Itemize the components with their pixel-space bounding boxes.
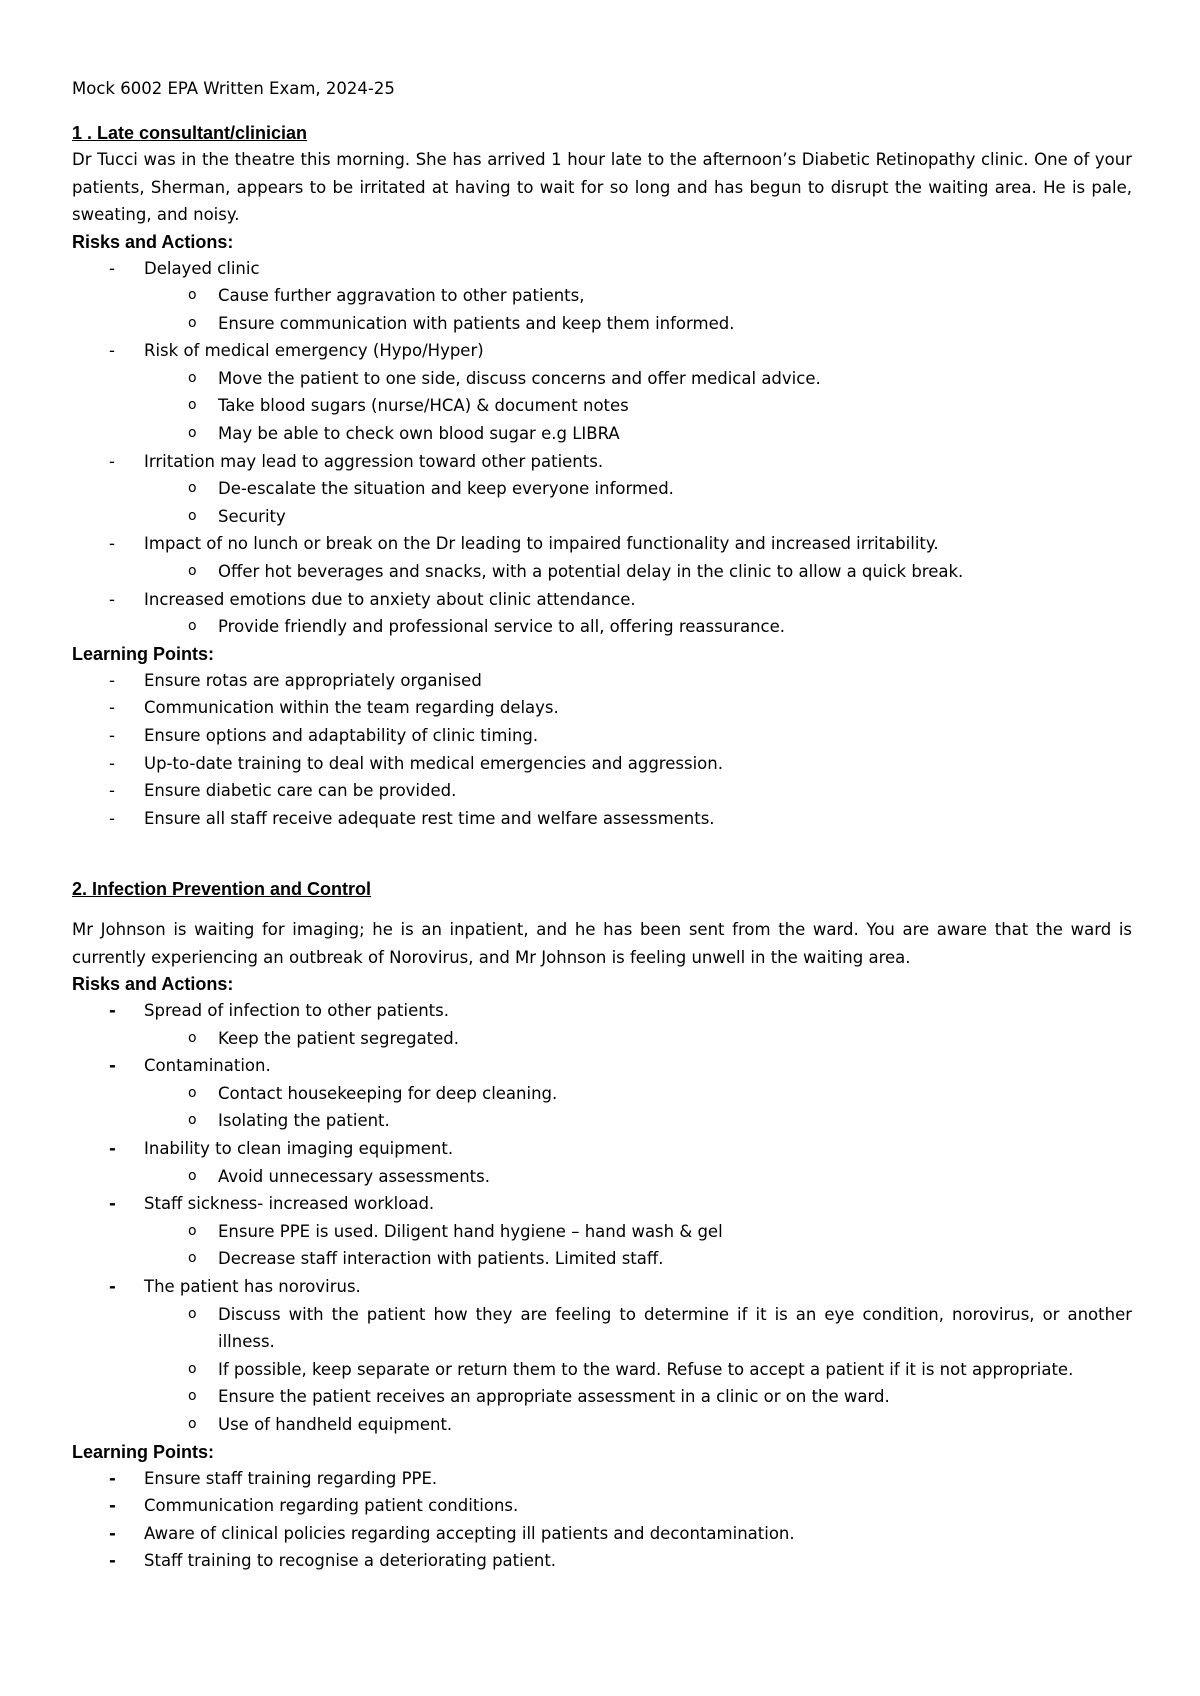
dash-marker: - [109,670,115,690]
actions-list [144,1218,1132,1273]
learning-item [72,750,1132,778]
risk-text: Impact of no lunch or break on the Dr leading to impaired functionality and increased irritability. [144,534,939,554]
dash-marker: - [109,1001,116,1020]
risk-item [72,530,1132,585]
actions-list [144,282,1132,337]
action-item [72,420,1132,448]
learning-heading: Learning Points: [72,643,215,664]
learning-item [72,1465,1132,1493]
risk-text: Staff sickness- increased workload. [144,1194,435,1214]
circle-bullet-icon: o [188,397,197,414]
dash-marker: - [109,341,115,361]
circle-bullet-icon: o [188,1084,197,1101]
circle-bullet-icon: o [188,1222,197,1239]
action-item [72,1080,1132,1108]
risk-item [72,1052,1132,1135]
dash-marker: - [109,808,115,828]
circle-bullet-icon: o [188,480,197,497]
risk-text: Contamination. [144,1056,271,1076]
circle-bullet-icon: o [188,287,197,304]
learning-heading: Learning Points: [72,1441,215,1462]
learning-item [72,1520,1132,1548]
action-item [72,282,1132,310]
risk-item [72,1190,1132,1273]
dash-marker: - [109,258,115,278]
dash-marker: - [109,726,115,745]
learning-text: Up-to-date training to deal with medical emergencies and aggression. [144,753,723,773]
learning-item [72,694,1132,722]
actions-list [144,1025,1132,1053]
circle-bullet-icon: o [188,1250,197,1267]
action-text: Keep the patient segregated. [218,1028,460,1048]
learning-text: Aware of clinical policies regarding accepting ill patients and decontamination. [144,1523,795,1543]
action-item [72,1383,1132,1411]
circle-bullet-icon: o [188,1388,197,1405]
learning-text: Ensure options and adaptability of clinic timing. [144,726,539,745]
circle-bullet-icon: o [188,507,197,524]
action-text: Ensure PPE is used. Diligent hand hygiene – hand wash & gel [218,1221,723,1241]
risk-text: Spread of infection to other patients. [144,1001,449,1020]
dash-marker: - [109,1468,116,1488]
risk-item [72,448,1132,531]
risks-list [72,997,1132,1439]
actions-list [144,558,1132,586]
action-text: Use of handheld equipment. [218,1414,453,1434]
action-item [72,1025,1132,1053]
risk-text: Risk of medical emergency (Hypo/Hyper) [144,341,484,361]
learning-list [72,667,1132,833]
learning-text: Communication within the team regarding delays. [144,698,559,718]
intro-paragraph: Dr Tucci was in the theatre this morning. She has arrived 1 hour late to the afternoon’s Diabetic Retinopathy clinic. One of your patients, Sherman, appears to be irritated at having to wait for so long and has begun to disrupt the waiting area. He is pale, sweating, and noisy. [72,150,1132,224]
learning-list [72,1465,1132,1575]
action-item [72,1301,1132,1356]
learning-text: Ensure all staff receive adequate rest time and welfare assessments. [144,808,715,828]
circle-bullet-icon: o [188,1167,197,1184]
action-text: Provide friendly and professional service to all, offering reassurance. [218,617,785,637]
dash-marker: - [109,1056,116,1076]
dash-marker: - [109,698,115,718]
action-text: Move the patient to one side, discuss concerns and offer medical advice. [218,368,821,388]
actions-list [144,613,1132,641]
action-item [72,613,1132,641]
learning-item [72,777,1132,805]
action-item [72,392,1132,420]
actions-list [144,1301,1132,1439]
circle-bullet-icon: o [188,1029,197,1046]
risk-item [72,997,1132,1052]
actions-list [144,365,1132,448]
risk-item [72,255,1132,338]
action-text: Discuss with the patient how they are feeling to determine if it is an eye condition, norovirus, or another illness. [218,1304,1132,1352]
intro-paragraph: Mr Johnson is waiting for imaging; he is an inpatient, and he has been sent from the ward. You are aware that the ward is currently experiencing an outbreak of Norovirus, and Mr Johnson is feeling unwell in the waiting area. [72,920,1132,967]
learning-text: Ensure rotas are appropriately organised [144,670,482,690]
circle-bullet-icon: o [188,314,197,331]
dash-marker: - [109,1523,116,1543]
action-text: Ensure communication with patients and keep them informed. [218,313,735,333]
action-item [72,310,1132,338]
circle-bullet-icon: o [188,369,197,386]
action-item [72,365,1132,393]
circle-bullet-icon: o [188,1415,197,1432]
section-late-consultant [72,120,1132,832]
action-text: Avoid unnecessary assessments. [218,1166,490,1186]
action-text: If possible, keep separate or return them to the ward. Refuse to accept a patient if it is not appropriate. [218,1359,1074,1379]
action-item [72,1356,1132,1384]
actions-list [144,1080,1132,1135]
dash-marker: - [109,781,115,801]
circle-bullet-icon: o [188,1360,197,1377]
dash-marker: - [109,1194,116,1214]
action-item [72,1107,1132,1135]
action-item [72,503,1132,531]
action-text: Security [218,506,286,526]
section-heading: 2. Infection Prevention and Control [72,879,372,899]
section-heading: 1 . Late consultant/clinician [72,123,308,143]
document-title: Mock 6002 EPA Written Exam, 2024-25 [72,79,395,98]
risks-heading: Risks and Actions: [72,231,234,252]
action-text: De-escalate the situation and keep everyone informed. [218,479,674,499]
risk-text: The patient has norovirus. [144,1276,361,1296]
learning-item [72,805,1132,833]
action-item [72,1411,1132,1439]
action-item [72,1218,1132,1246]
circle-bullet-icon: o [188,563,197,580]
learning-text: Communication regarding patient conditions. [144,1496,519,1516]
dash-marker: - [109,534,115,554]
action-text: Cause further aggravation to other patients, [218,286,585,306]
dash-marker: - [109,589,115,609]
action-text: Offer hot beverages and snacks, with a potential delay in the clinic to allow a quick break. [218,562,964,582]
dash-marker: - [109,1551,116,1571]
section-infection-control [72,876,1132,1575]
dash-marker: - [109,451,115,471]
risk-text: Irritation may lead to aggression toward other patients. [144,451,604,471]
risks-list [72,255,1132,641]
actions-list [144,475,1132,530]
dash-marker: - [109,753,115,773]
dash-marker: - [109,1276,116,1296]
action-text: Isolating the patient. [218,1111,390,1131]
learning-text: Ensure staff training regarding PPE. [144,1468,438,1488]
dash-marker: - [109,1138,116,1158]
risk-text: Inability to clean imaging equipment. [144,1138,454,1158]
learning-text: Ensure diabetic care can be provided. [144,781,457,801]
risks-heading: Risks and Actions: [72,974,234,994]
learning-item [72,1492,1132,1520]
circle-bullet-icon: o [188,1112,197,1129]
action-text: May be able to check own blood sugar e.g LIBRA [218,424,620,444]
risk-text: Increased emotions due to anxiety about clinic attendance. [144,589,636,609]
dash-marker: - [109,1496,116,1516]
risk-item [72,586,1132,641]
action-item [72,1245,1132,1273]
risk-item [72,1135,1132,1190]
circle-bullet-icon: o [188,1305,197,1322]
circle-bullet-icon: o [188,618,197,635]
learning-item [72,722,1132,750]
action-text: Take blood sugars (nurse/HCA) & document notes [218,396,629,416]
action-item [72,1163,1132,1191]
risk-item [72,1273,1132,1439]
risk-item [72,337,1132,447]
risk-text: Delayed clinic [144,258,260,278]
circle-bullet-icon: o [188,425,197,442]
action-text: Contact housekeeping for deep cleaning. [218,1083,558,1103]
action-text: Decrease staff interaction with patients. Limited staff. [218,1249,664,1269]
learning-text: Staff training to recognise a deteriorating patient. [144,1551,557,1571]
learning-item [72,1547,1132,1575]
action-item [72,475,1132,503]
actions-list [144,1163,1132,1191]
learning-item [72,667,1132,695]
action-text: Ensure the patient receives an appropriate assessment in a clinic or on the ward. [218,1387,890,1407]
action-item [72,558,1132,586]
